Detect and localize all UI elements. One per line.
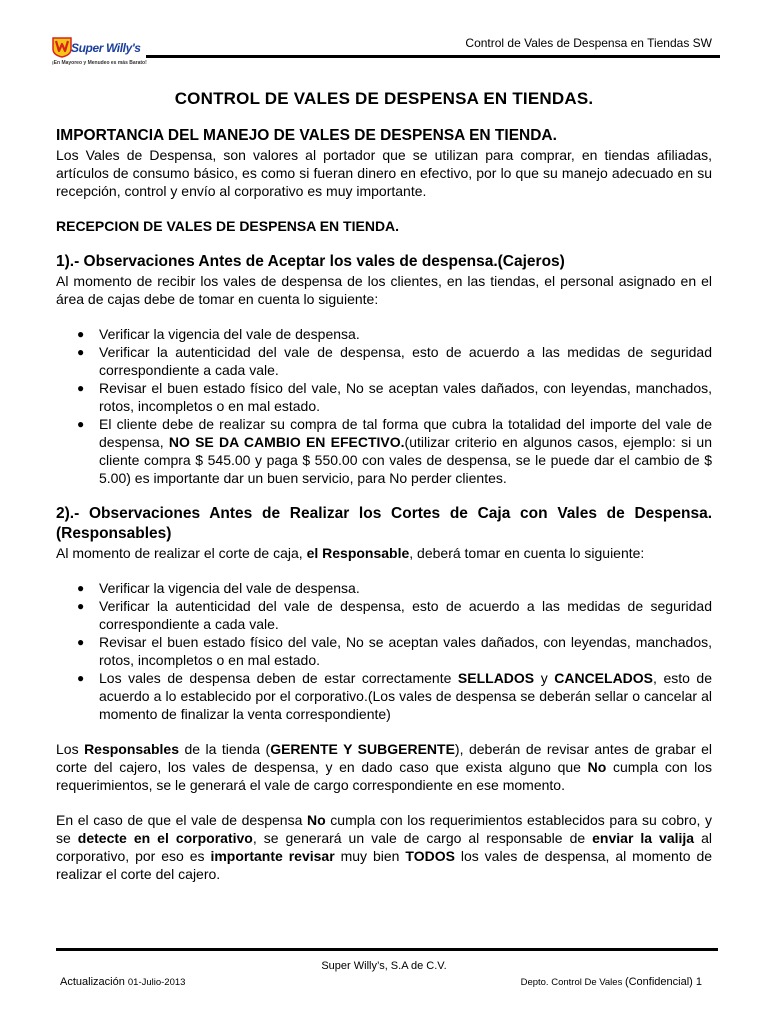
logo-wordmark: Super Willy's — [71, 41, 141, 55]
importance-text: Los Vales de Despensa, son valores al portador que se utilizan para comprar, en tiendas afiliadas, artículos de consumo básico, es como si fueran dinero en efectivo, por lo que su manejo adecuado en su recepción, control y envío al corporativo es muy importante. — [56, 147, 712, 199]
section2-heading: 2).- Observaciones Antes de Realizar los Cortes de Caja con Vales de Despensa. (Responsables) — [56, 505, 712, 542]
bullet-icon: ● — [77, 671, 85, 685]
section2-bullet-list — [56, 579, 712, 723]
footer-update: Actualización 01-Julio-2013 — [60, 976, 186, 988]
super-willys-logo — [52, 33, 147, 73]
list-item: ● Revisar el buen estado físico del vale, No se aceptan vales dañados, con leyendas, manchados, rotos, incompletos o en mal estado. — [77, 380, 712, 414]
list-item: ● Verificar la vigencia del vale de despensa. — [77, 326, 360, 342]
footer-divider — [56, 948, 718, 951]
header-divider — [146, 55, 720, 58]
logo-tagline: ¡En Mayoreo y Menudeo es más Barato! — [52, 60, 147, 66]
bullet-icon: ● — [77, 417, 85, 431]
section2-intro: Al momento de realizar el corte de caja, el Responsable, deberá tomar en cuenta lo siguiente: — [56, 545, 645, 561]
bullet-icon: ● — [77, 635, 85, 649]
responsables-paragraph: Los Responsables de la tienda (GERENTE Y SUBGERENTE), deberán de revisar antes de grabar el corte del cajero, los vales de despensa, y en dado caso que exista alguno que No cumpla con los requerimientos, se le generará el vale de cargo correspondiente en ese momento. — [56, 741, 712, 793]
corporativo-paragraph: En el caso de que el vale de despensa No cumpla con los requerimientos establecidos para su cobro, y se detecte en el corporativo, se generará un vale de cargo al responsable de enviar la valija al corporativo, por eso es importante revisar muy bien TODOS los vales de despensa, al momento de realizar el corte del cajero. — [56, 812, 713, 882]
footer-company: Super Willy’s, S.A de C.V. — [321, 960, 447, 972]
bullet-icon: ● — [77, 345, 85, 359]
bullet-icon: ● — [77, 327, 85, 341]
bullet-icon: ● — [77, 581, 85, 595]
update-date: 01-Julio-2013 — [127, 977, 186, 988]
importance-heading: IMPORTANCIA DEL MANEJO DE VALES DE DESPENSA EN TIENDA. — [56, 127, 557, 144]
list-item: ● Verificar la autenticidad del vale de despensa, esto de acuerdo a las medidas de seguridad correspondiente a cada vale. — [77, 344, 712, 378]
list-item: ● Revisar el buen estado físico del vale, No se aceptan vales dañados, con leyendas, manchados, rotos, incompletos o en mal estado. — [77, 634, 712, 668]
header-title: Control de Vales de Despensa en Tiendas SW — [465, 36, 712, 50]
footer-department: Depto. Control De Vales (Confidencial) 1 — [520, 976, 702, 988]
section1-bullet-list — [56, 325, 712, 487]
document-title: CONTROL DE VALES DE DESPENSA EN TIENDAS. — [174, 89, 594, 108]
section1-heading: 1).- Observaciones Antes de Aceptar los vales de despensa.(Cajeros) — [56, 253, 565, 270]
bullet-icon: ● — [77, 381, 85, 395]
bullet-icon: ● — [77, 599, 85, 613]
shield-logo-icon — [52, 36, 72, 58]
list-item: ● Los vales de despensa deben de estar correctamente SELLADOS y CANCELADOS, esto de acuerdo a lo establecido por el corporativo.(Los vales de despensa se deberán sellar o cancelar al momento de finalizar la venta correspondiente) — [77, 670, 713, 722]
page-number: (Confidencial) 1 — [624, 976, 702, 988]
reception-heading: RECEPCION DE VALES DE DESPENSA EN TIENDA. — [56, 218, 400, 234]
list-item: ● El cliente debe de realizar su compra de tal forma que cubra la totalidad del importe del vale de despensa, NO SE DA CAMBIO EN EFECTIVO.(utilizar criterio en algunos casos, ejemplo: si un cliente compra $ 545.00 y paga $ 550.00 con vales de despensa, se le puede dar el cambio de $ 5.00) es importante dar un buen servicio, para No perder clientes. — [77, 416, 712, 486]
list-item: ● Verificar la autenticidad del vale de despensa, esto de acuerdo a las medidas de seguridad correspondiente a cada vale. — [77, 598, 712, 632]
list-item: ● Verificar la vigencia del vale de despensa. — [77, 580, 360, 596]
section1-intro: Al momento de recibir los vales de despensa de los clientes, en las tiendas, el personal asignado en el área de cajas debe de tomar en cuenta lo siguiente: — [56, 273, 712, 307]
document-body — [56, 88, 712, 883]
